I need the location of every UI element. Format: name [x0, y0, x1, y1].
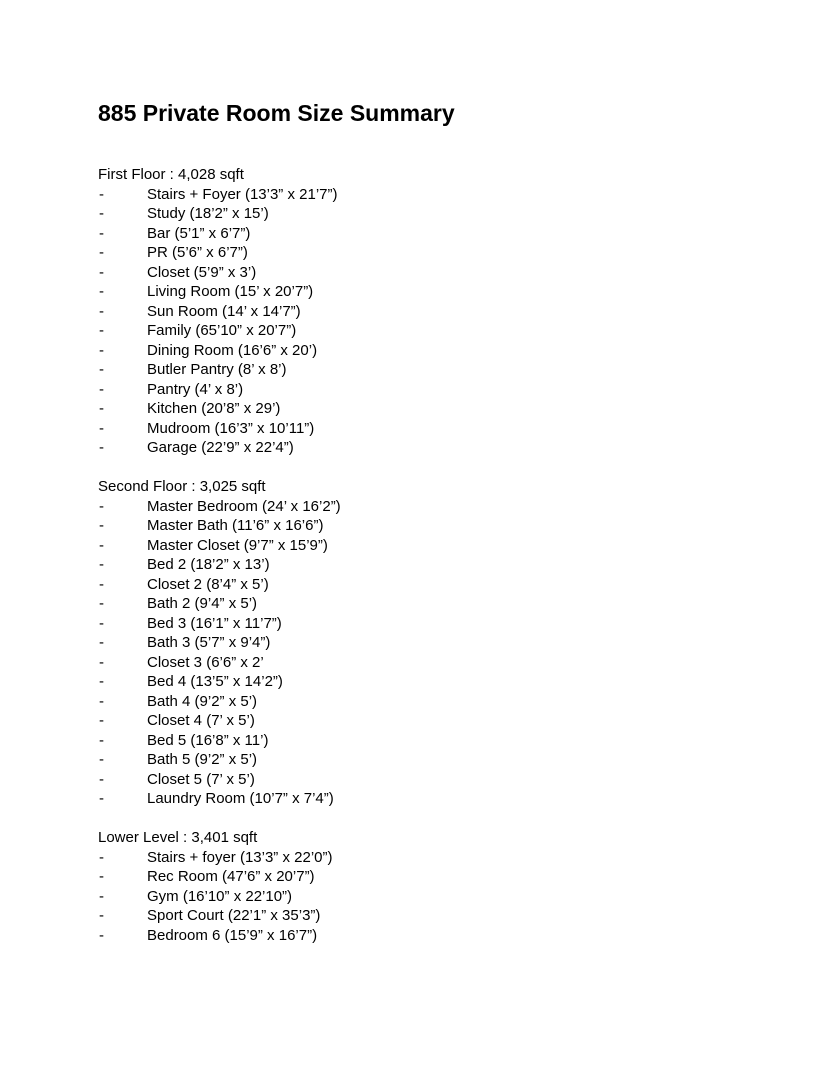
bullet-dash: - — [99, 322, 104, 339]
list-item — [98, 614, 798, 634]
list-item — [98, 711, 798, 731]
room-dimensions: Stairs + foyer (13’3” x 22’0”) — [147, 848, 333, 866]
bullet-dash: - — [99, 439, 104, 456]
list-item — [98, 594, 798, 614]
list-item — [98, 497, 798, 517]
bullet-dash: - — [99, 536, 104, 554]
bullet-dash: - — [99, 926, 104, 944]
room-dimensions: Kitchen (20’8” x 29’) — [147, 400, 281, 417]
list-item — [98, 653, 798, 673]
list-item — [98, 633, 798, 653]
room-dimensions: Bath 3 (5’7” x 9’4”) — [147, 634, 271, 651]
room-dimensions: Closet 4 (7’ x 5’) — [147, 712, 255, 729]
room-dimensions: Bath 5 (9’2” x 5’) — [147, 751, 258, 768]
floor-section — [98, 477, 798, 809]
bullet-dash: - — [99, 185, 104, 203]
room-dimensions: PR (5’6” x 6’7”) — [147, 244, 248, 261]
room-list — [98, 848, 798, 946]
bullet-dash: - — [99, 868, 104, 885]
section-heading: First Floor : 4,028 sqft — [98, 166, 244, 183]
room-dimensions: Study (18’2” x 15’) — [147, 205, 269, 222]
room-dimensions: Closet 5 (7’ x 5’) — [147, 770, 255, 788]
list-item — [98, 243, 798, 263]
list-item — [98, 282, 798, 302]
bullet-dash: - — [99, 770, 104, 788]
room-dimensions: Bed 5 (16’8” x 11’) — [147, 731, 269, 749]
list-item — [98, 263, 798, 283]
room-dimensions: Master Bath (11’6” x 16’6”) — [147, 517, 324, 534]
list-item — [98, 770, 798, 790]
room-list — [98, 185, 798, 458]
list-item — [98, 575, 798, 595]
room-dimensions: Bed 4 (13’5” x 14’2”) — [147, 673, 283, 690]
section-heading: Lower Level : 3,401 sqft — [98, 829, 258, 846]
room-dimensions: Living Room (15’ x 20’7”) — [147, 283, 314, 300]
list-item — [98, 926, 798, 946]
list-item — [98, 887, 798, 907]
bullet-dash: - — [99, 614, 104, 632]
list-item — [98, 536, 798, 556]
list-item — [98, 438, 798, 458]
bullet-dash: - — [99, 848, 104, 866]
list-item — [98, 516, 798, 536]
bullet-dash: - — [99, 263, 104, 281]
room-dimensions: Bed 3 (16’1” x 11’7”) — [147, 614, 282, 632]
bullet-dash: - — [99, 517, 104, 534]
room-summary — [98, 165, 798, 965]
bullet-dash: - — [99, 419, 104, 437]
list-item — [98, 731, 798, 751]
room-dimensions: Family (65’10” x 20’7”) — [147, 322, 297, 339]
floor-section — [98, 165, 798, 458]
room-dimensions: Laundry Room (10’7” x 7’4”) — [147, 790, 334, 807]
bullet-dash: - — [99, 497, 104, 515]
room-dimensions: Master Bedroom (24’ x 16’2”) — [147, 497, 341, 515]
bullet-dash: - — [99, 244, 104, 261]
room-dimensions: Mudroom (16’3” x 10’11”) — [147, 419, 315, 437]
room-dimensions: Closet 2 (8’4” x 5’) — [147, 575, 269, 593]
bullet-dash: - — [99, 575, 104, 593]
list-item — [98, 789, 798, 809]
bullet-dash: - — [99, 595, 104, 612]
room-list — [98, 497, 798, 809]
section-heading: Second Floor : 3,025 sqft — [98, 478, 266, 495]
list-item — [98, 848, 798, 868]
bullet-dash: - — [99, 400, 104, 417]
list-item — [98, 204, 798, 224]
room-dimensions: Dining Room (16’6” x 20’) — [147, 341, 318, 359]
room-dimensions: Bed 2 (18’2” x 13’) — [147, 556, 270, 573]
room-dimensions: Bedroom 6 (15’9” x 16’7”) — [147, 926, 318, 944]
room-dimensions: Pantry (4’ x 8’) — [147, 380, 244, 398]
list-item — [98, 185, 798, 205]
room-dimensions: Closet 3 (6’6” x 2’ — [147, 653, 264, 671]
list-item — [98, 341, 798, 361]
room-dimensions: Closet (5’9” x 3’) — [147, 263, 257, 281]
room-dimensions: Garage (22’9” x 22’4”) — [147, 439, 294, 456]
bullet-dash: - — [99, 673, 104, 690]
bullet-dash: - — [99, 907, 104, 924]
bullet-dash: - — [99, 283, 104, 300]
list-item — [98, 360, 798, 380]
list-item — [98, 906, 798, 926]
room-dimensions: Rec Room (47’6” x 20’7”) — [147, 868, 315, 885]
bullet-dash: - — [99, 302, 104, 320]
list-item — [98, 321, 798, 341]
floor-section — [98, 828, 798, 945]
list-item — [98, 302, 798, 322]
bullet-dash: - — [99, 653, 104, 671]
bullet-dash: - — [99, 556, 104, 573]
bullet-dash: - — [99, 380, 104, 398]
bullet-dash: - — [99, 790, 104, 807]
room-dimensions: Bath 4 (9’2” x 5’) — [147, 692, 258, 710]
bullet-dash: - — [99, 341, 104, 359]
list-item — [98, 692, 798, 712]
room-dimensions: Bath 2 (9’4” x 5’) — [147, 595, 258, 612]
room-dimensions: Gym (16’10” x 22’10”) — [147, 887, 293, 905]
list-item — [98, 555, 798, 575]
list-item — [98, 867, 798, 887]
bullet-dash: - — [99, 205, 104, 222]
bullet-dash: - — [99, 361, 104, 378]
room-dimensions: Sport Court (22’1” x 35’3”) — [147, 907, 321, 924]
bullet-dash: - — [99, 712, 104, 729]
bullet-dash: - — [99, 634, 104, 651]
list-item — [98, 750, 798, 770]
list-item — [98, 224, 798, 244]
list-item — [98, 419, 798, 439]
bullet-dash: - — [99, 731, 104, 749]
room-dimensions: Bar (5’1” x 6’7”) — [147, 224, 251, 242]
list-item — [98, 672, 798, 692]
bullet-dash: - — [99, 751, 104, 768]
room-dimensions: Master Closet (9’7” x 15’9”) — [147, 536, 328, 554]
list-item — [98, 399, 798, 419]
bullet-dash: - — [99, 224, 104, 242]
page-title: 885 Private Room Size Summary — [98, 100, 455, 126]
list-item — [98, 380, 798, 400]
bullet-dash: - — [99, 692, 104, 710]
room-dimensions: Stairs + Foyer (13’3” x 21’7”) — [147, 185, 338, 203]
room-dimensions: Sun Room (14’ x 14’7”) — [147, 302, 301, 320]
room-dimensions: Butler Pantry (8’ x 8’) — [147, 361, 287, 378]
bullet-dash: - — [99, 887, 104, 905]
